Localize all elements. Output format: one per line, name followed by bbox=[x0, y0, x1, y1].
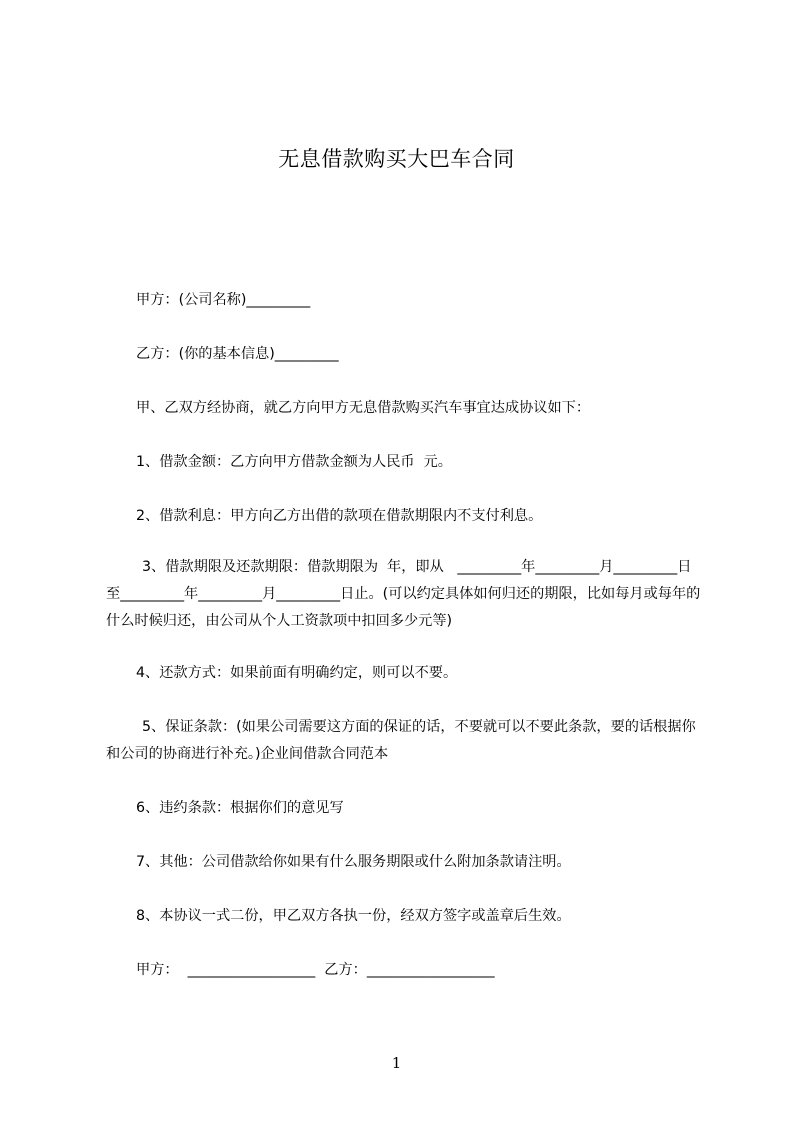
clause-4-repayment-method: 4、还款方式：如果前面有明确约定，则可以不要。 bbox=[136, 665, 458, 681]
clause-8-copies: 8、本协议一式二份，甲乙双方各执一份，经双方签字或盖章后生效。 bbox=[136, 908, 571, 924]
document-title: 无息借款购买大巴车合同 bbox=[278, 147, 515, 171]
clause-2-loan-interest: 2、借款利息：甲方向乙方出借的款项在借款期限内不支付利息。 bbox=[136, 508, 543, 524]
page-number: 1 bbox=[391, 1054, 402, 1072]
clause-5-guarantee: 5、保证条款：(如果公司需要这方面的保证的话，不要就可以不要此条款，要的话根据你和公司的协商进行补充。)企业间借款合同范本 bbox=[106, 719, 696, 762]
agreement-intro: 甲、乙双方经协商，就乙方向甲方无息借款购买汽车事宜达成协议如下： bbox=[136, 400, 591, 416]
party-b-line: 乙方：(你的基本信息)_________ bbox=[136, 346, 339, 362]
signature-line: 甲方： __________________ 乙方：__________________ bbox=[136, 962, 495, 978]
clause-3-loan-term: 3、借款期限及还款期限：借款期限为 年，即从 _________年_________月_________日至_________年_________月_________日止。(可以约定具体如何归还的期限，比如每月或每年的什么时候归还，由公司从个人工资款项中扣回多少元等) bbox=[106, 559, 701, 629]
party-a-line: 甲方：(公司名称)_________ bbox=[136, 292, 311, 308]
clause-1-loan-amount: 1、借款金额：乙方向甲方借款金额为人民币 元。 bbox=[136, 454, 452, 470]
clause-6-breach: 6、违约条款：根据你们的意见写 bbox=[136, 800, 344, 816]
clause-7-other: 7、其他：公司借款给你如果有什么服务期限或什么附加条款请注明。 bbox=[136, 854, 571, 870]
